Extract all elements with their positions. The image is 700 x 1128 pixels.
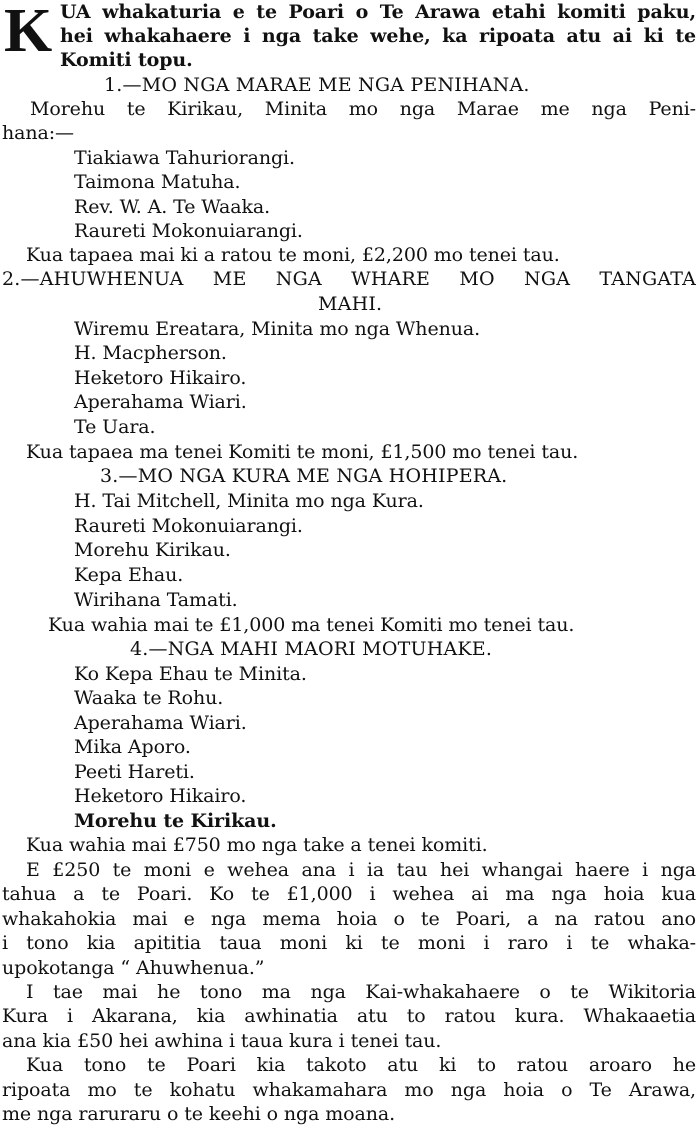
- intro-line: Komiti topu.: [60, 49, 193, 71]
- paragraph-line: ripoata mo te kohatu whakamahara mo nga hoia o Te Arawa,: [2, 1079, 696, 1101]
- paragraph-line: tahua a te Poari. Ko te £1,000 i wehea ai ma nga hoia kua: [2, 883, 696, 905]
- paragraph-line: I tae mai he tono ma nga Kai-whakahaere o te Wikitoria: [26, 981, 696, 1003]
- paragraph-line: i tono kia apititia taua moni ki te moni i raro i te whaka-: [2, 932, 696, 954]
- intro-line: hei whakahaere i nga take wehe, ka ripoata atu ai ki te: [60, 25, 696, 47]
- funding-note: Kua wahia mai te £1,000 ma tenei Komiti mo tenei tau.: [48, 614, 575, 636]
- funding-note: Kua tapaea ma tenei Komiti te moni, £1,500 mo tenei tau.: [26, 441, 579, 463]
- section-heading: 2.—AHUWHENUA ME NGA WHARE MO NGA TANGATA: [2, 268, 696, 290]
- drop-cap: K: [4, 0, 53, 65]
- member-line: H. Macpherson.: [74, 342, 227, 364]
- funding-note: Kua wahia mai £750 mo nga take a tenei komiti.: [26, 834, 488, 856]
- section-heading: 3.—MO NGA KURA ME NGA HOHIPERA.: [100, 465, 508, 487]
- member-line: Peeti Hareti.: [74, 761, 195, 783]
- member-line: Morehu te Kirikau.: [74, 810, 277, 832]
- member-line: Morehu te Kirikau, Minita mo nga Marae me nga Peni-: [30, 98, 696, 120]
- intro-line: UA whakaturia e te Poari o Te Arawa etahi komiti paku,: [60, 1, 696, 23]
- paragraph-line: me nga raruraru o te keehi o nga moana.: [2, 1103, 396, 1125]
- paragraph-line: ana kia £50 hei awhina i taua kura i tenei tau.: [2, 1030, 442, 1052]
- member-line: hana:—: [2, 122, 74, 144]
- funding-note: Kua tapaea mai ki a ratou te moni, £2,200 mo tenei tau.: [26, 244, 560, 266]
- member-line: H. Tai Mitchell, Minita mo nga Kura.: [74, 490, 424, 512]
- member-line: Morehu Kirikau.: [74, 539, 231, 561]
- paragraph-line: Kua tono te Poari kia takoto atu ki to ratou aroaro he: [26, 1054, 696, 1076]
- member-line: Raureti Mokonuiarangi.: [74, 515, 303, 537]
- member-line: Waaka te Rohu.: [74, 687, 224, 709]
- paragraph-line: upokotanga “ Ahuwhenua.”: [2, 957, 265, 979]
- member-line: Tiakiawa Tahuriorangi.: [74, 147, 295, 169]
- member-line: Mika Aporo.: [74, 736, 191, 758]
- member-line: Taimona Matuha.: [74, 171, 241, 193]
- member-line: Kepa Ehau.: [74, 564, 184, 586]
- section-heading: 4.—NGA MAHI MAORI MOTUHAKE.: [130, 638, 493, 660]
- paragraph-line: E £250 te moni e wehea ana i ia tau hei whangai haere i nga: [26, 859, 696, 881]
- member-line: Wirihana Tamati.: [74, 589, 238, 611]
- section-heading: 1.—MO NGA MARAE ME NGA PENIHANA.: [104, 74, 530, 96]
- paragraph-line: Kura i Akarana, kia awhinatia atu to ratou kura. Whakaaetia: [2, 1005, 696, 1027]
- member-line: Ko Kepa Ehau te Minita.: [74, 663, 307, 685]
- member-line: Aperahama Wiari.: [74, 391, 247, 413]
- member-line: Raureti Mokonuiarangi.: [74, 220, 303, 242]
- member-line: Heketoro Hikairo.: [74, 785, 247, 807]
- paragraph-line: whakahokia mai e nga mema hoia o te Poari, a na ratou ano: [2, 908, 696, 930]
- member-line: Aperahama Wiari.: [74, 712, 247, 734]
- member-line: Heketoro Hikairo.: [74, 367, 247, 389]
- member-line: Te Uara.: [74, 416, 156, 438]
- member-line: Rev. W. A. Te Waaka.: [74, 196, 271, 218]
- section-heading-continuation: MAHI.: [318, 293, 383, 315]
- member-line: Wiremu Ereatara, Minita mo nga Whenua.: [74, 318, 481, 340]
